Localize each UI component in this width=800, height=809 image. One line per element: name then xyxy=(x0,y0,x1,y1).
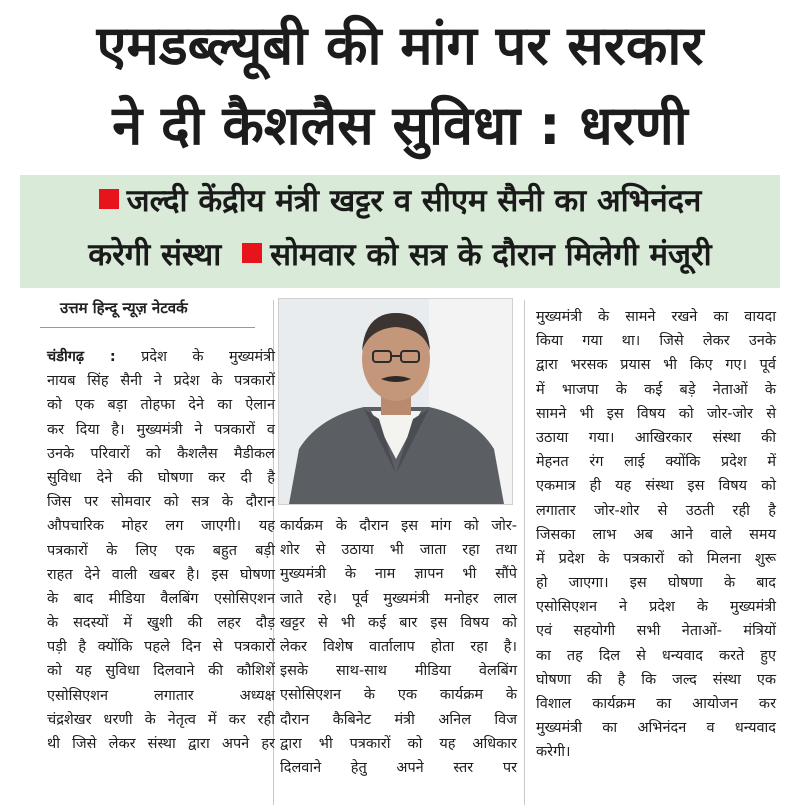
column-2-line: एसोसिएशन के एक कार्यक्रम के xyxy=(280,687,517,704)
column-3-line: मेहनत रंग लाई क्योंकि प्रदेश में xyxy=(536,454,776,471)
red-square-bullet-icon xyxy=(99,189,119,209)
red-square-bullet-icon xyxy=(242,243,262,263)
column-3-line: एकमात्र ही यह संस्था इस विषय को xyxy=(536,478,776,495)
headline xyxy=(0,0,800,172)
column-3-line: मुख्यमंत्री के सामने रखने का वायदा xyxy=(536,309,776,325)
column-1-line: प्रदेश के मुख्यमंत्री xyxy=(141,349,275,365)
man-portrait-icon xyxy=(279,299,512,504)
column-2-line: मुख्यमंत्री के नाम ज्ञापन भी सौंपे xyxy=(280,566,517,583)
subheadline-band xyxy=(20,175,780,288)
subheadline-text-2a: करेगी संस्था xyxy=(88,237,222,273)
subheadline-text-1: जल्दी केंद्रीय मंत्री खट्टर व सीएम सैनी का अभिनंदन xyxy=(126,183,702,219)
column-3-line: में भाजपा के कई बड़े नेताओं के xyxy=(536,381,776,398)
column-2-line: दौरान कैबिनेट मंत्री अनिल विज xyxy=(280,711,517,728)
column-2-line: लेकर विशेष वार्तालाप होता रहा है। xyxy=(280,638,517,655)
column-divider xyxy=(524,300,525,805)
column-2-line: कार्यक्रम के दौरान इस मांग को जोर- xyxy=(280,518,517,534)
column-1-line: को एक बड़ा तोहफा देने का ऐलान xyxy=(47,397,275,414)
subheadline-line-2 xyxy=(20,233,780,275)
column-2-line: दिलवाने हेतु अपने स्तर पर xyxy=(280,759,517,776)
subheadline-text-2b: सोमवार को सत्र के दौरान मिलेगी मंजूरी xyxy=(270,237,712,273)
column-1-line: जिस पर सोमवार को सत्र के दौरान xyxy=(47,494,275,511)
column-1-line: थी जिसे लेकर संस्था द्वारा अपने हर xyxy=(47,736,275,752)
column-1-line: के सदस्यों में खुशी की लहर दौड़ xyxy=(47,615,275,632)
column-1-line: औपचारिक मोहर लग जाएगी। यह xyxy=(47,518,275,535)
column-1-line: सुविधा देने की घोषणा कर दी है xyxy=(47,469,275,486)
headline-line-1: एमडब्ल्यूबी की मांग पर सरकार xyxy=(96,14,704,77)
column-1-line: चंद्रशेखर धरणी के नेतृत्व में कर रही xyxy=(47,711,275,728)
column-1-first-line xyxy=(47,345,275,369)
column-3-line: एसोसिएशन ने प्रदेश के मुख्यमंत्री xyxy=(536,599,776,616)
byline-rule xyxy=(40,327,255,328)
column-3-line: द्वारा भरसक प्रयास भी किए गए। पूर्व xyxy=(536,357,776,374)
column-1-line: पड़ी है क्योंकि पहले दिन से पत्रकारों xyxy=(47,639,275,656)
subheadline-line-1 xyxy=(20,179,780,221)
column-2-line: खट्टर से भी कई बार इस विषय को xyxy=(280,614,517,631)
column-2-line: शोर से उठाया भी जाता रहा तथा xyxy=(280,542,517,559)
column-3-line: किया गया था। जिसे लेकर उनके xyxy=(536,333,776,350)
portrait-photo xyxy=(278,298,513,505)
column-1-line: कर दिया है। मुख्यमंत्री ने पत्रकारों व xyxy=(47,421,275,438)
column-3-line: विशाल कार्यक्रम का आयोजन कर xyxy=(536,696,776,712)
dateline: चंडीगढ़ : xyxy=(47,349,116,365)
article-column-2 xyxy=(280,514,517,780)
column-3-line: घोषणा की है कि जल्द संस्था एक xyxy=(536,671,776,688)
column-1-line: को यह सुविधा दिलवाने की कौशिशें xyxy=(47,663,275,680)
column-1-line: राहत देने वाली खबर है। इस घोषणा xyxy=(47,566,275,583)
column-3-line: करेगी। xyxy=(536,744,571,761)
column-2-line: द्वारा भी पत्रकारों को यह अधिकार xyxy=(280,735,517,752)
column-3-line: लगातार जोर-शोर से उठती रही है xyxy=(536,502,776,519)
column-3-line: सामने भी इस विषय को जोर-जोर से xyxy=(536,405,776,422)
column-2-line: इसके साथ-साथ मीडिया वेलबिंग xyxy=(280,663,517,680)
article-column-1 xyxy=(47,345,275,756)
column-3-line: मुख्यमंत्री का अभिनंदन व धन्यवाद xyxy=(536,720,776,737)
column-2-line: जाते रहे। पूर्व मुख्यमंत्री मनोहर लाल xyxy=(280,590,517,607)
headline-line-2: ने दी कैशलैस सुविधा : धरणी xyxy=(112,94,688,157)
column-1-line: नायब सिंह सैनी ने प्रदेश के पत्रकारों xyxy=(47,373,275,390)
column-3-line: एवं सहयोगी सभी नेताओं- मंत्रियों xyxy=(536,623,776,640)
column-1-line: उनके परिवारों को कैशलैस मैडीकल xyxy=(47,445,275,462)
article-column-3 xyxy=(536,305,776,765)
column-3-line: में प्रदेश के पत्रकारों को मिलना शुरू xyxy=(536,550,776,567)
byline: उत्तम हिन्दू न्यूज़ नेटवर्क xyxy=(60,299,188,317)
column-3-line: हो जाएगा। इस घोषणा के बाद xyxy=(536,575,776,592)
column-1-line: के बाद मीडिया वैलबिंग एसोसिएशन xyxy=(47,590,275,607)
column-3-line: का तह दिल से धन्यवाद करते हुए xyxy=(536,647,776,664)
column-3-line: जिसका लाभ अब आने वाले समय xyxy=(536,526,776,543)
column-1-line: एसोसिएशन लगातार अध्यक्ष xyxy=(47,687,275,704)
column-3-line: उठाया गया। आखिरकार संस्था की xyxy=(536,429,776,446)
column-1-line: पत्रकारों के लिए एक बहुत बड़ी xyxy=(47,542,275,559)
